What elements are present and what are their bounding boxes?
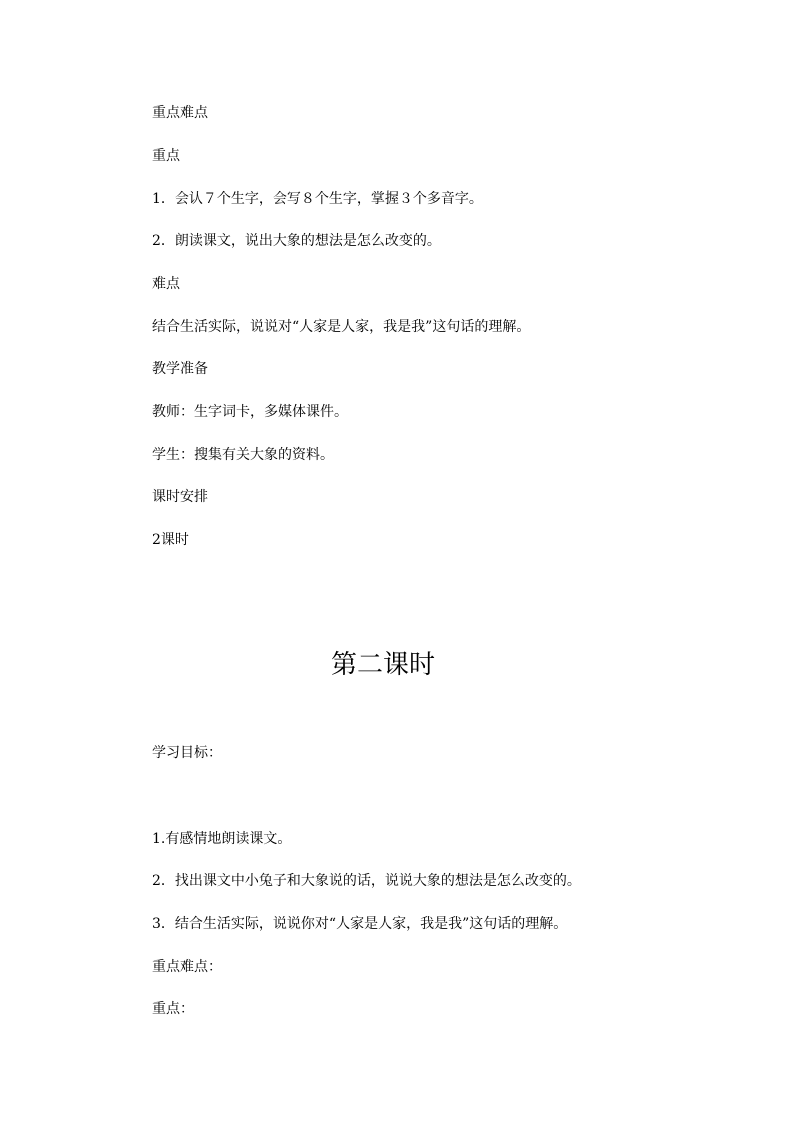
key-difficult-heading: 重点难点	[152, 105, 208, 121]
schedule-value: 2课时	[152, 532, 189, 548]
preparation-teacher: 教师：生字词卡，多媒体课件。	[152, 404, 348, 420]
key-subheading: 重点	[152, 148, 180, 164]
preparation-student: 学生：搜集有关大象的资料。	[152, 447, 334, 463]
goal-item-1: 1.有感情地朗读课文。	[152, 831, 292, 847]
goal-item-3: 3．结合生活实际，说说你对“人家是人家，我是我”这句话的理解。	[152, 916, 568, 932]
key-difficult-heading-2: 重点难点：	[152, 959, 222, 975]
schedule-heading: 课时安排	[152, 489, 208, 505]
preparation-heading: 教学准备	[152, 361, 208, 377]
key-item-1: 1．会认７个生字，会写８个生字，掌握３个多音字。	[152, 191, 483, 207]
goals-heading: 学习目标：	[152, 745, 222, 761]
key-subheading-2: 重点：	[152, 1001, 194, 1017]
key-item-2: 2．朗读课文，说出大象的想法是怎么改变的。	[152, 233, 441, 249]
lesson-title: 第二课时	[330, 650, 435, 680]
difficult-item: 结合生活实际，说说对“人家是人家，我是我”这句话的理解。	[152, 319, 531, 335]
goal-item-2: 2．找出课文中小兔子和大象说的话，说说大象的想法是怎么改变的。	[152, 873, 581, 889]
difficult-subheading: 难点	[152, 276, 180, 292]
